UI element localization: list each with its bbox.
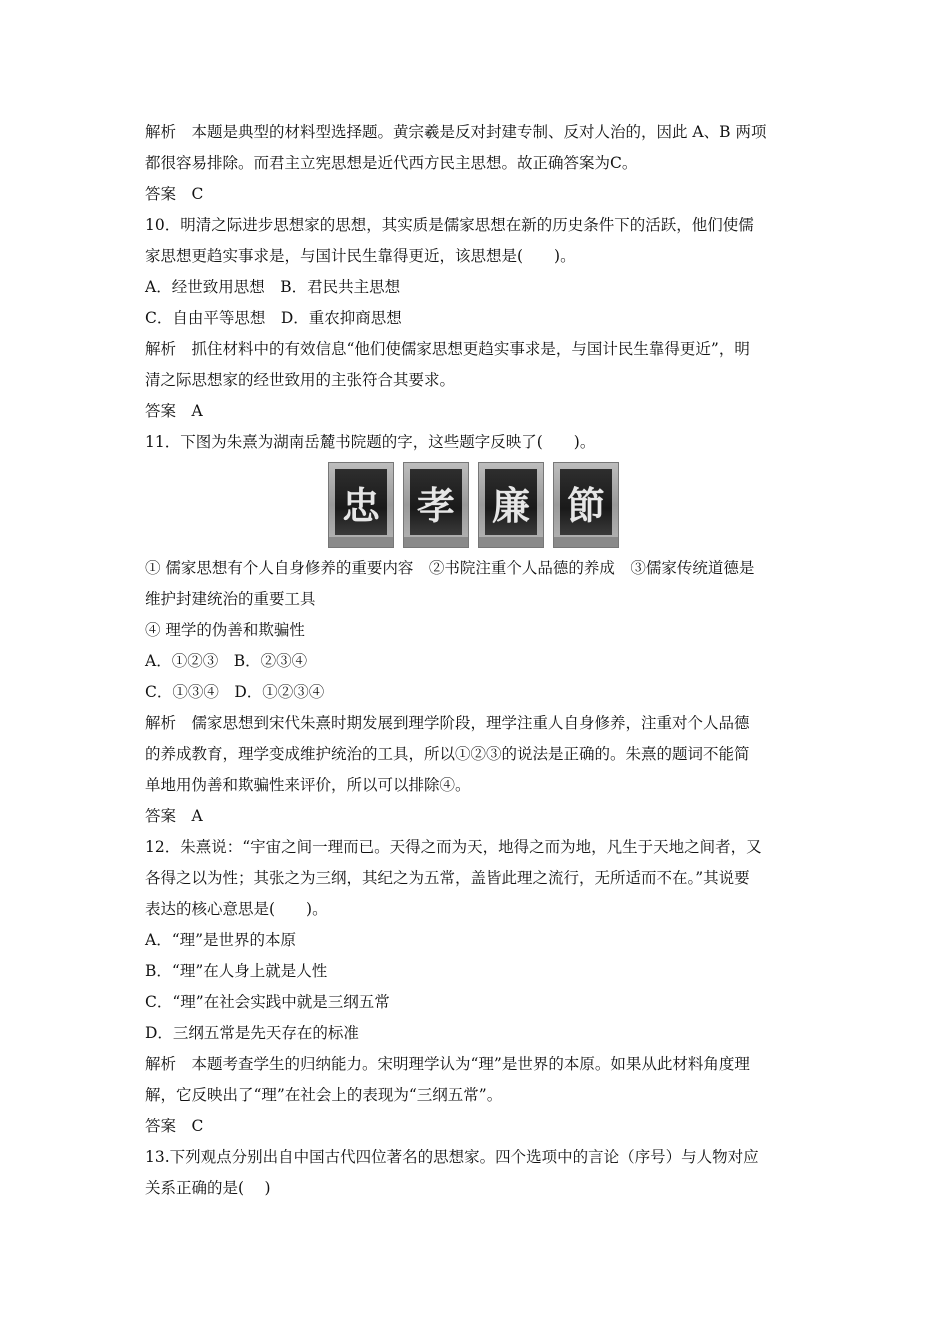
text-line: 答案 C <box>145 185 204 203</box>
tablet-xiao <box>403 462 469 548</box>
text-line: 解析 本题是典型的材料型选择题。黄宗羲是反对封建专制、反对人治的，因此 A、B 两项 <box>145 123 767 141</box>
text-line: 10．明清之际进步思想家的思想，其实质是儒家思想在新的历史条件下的活跃，他们使儒 <box>145 216 754 234</box>
text-line: 维护封建统治的重要工具 <box>145 590 316 608</box>
tablet-glyph: 忠 <box>341 482 380 528</box>
tablet-glyph: 廉 <box>491 482 530 528</box>
text-line: 答案 C <box>145 1117 204 1135</box>
zhu-xi-calligraphy-image <box>328 462 620 548</box>
text-line: 解，它反映出了“理”在社会上的表现为“三纲五常”。 <box>145 1086 503 1104</box>
text-line: A．①②③ B．②③④ <box>145 652 308 670</box>
text-line: D．三纲五常是先天存在的标准 <box>145 1024 359 1042</box>
text-line: 家思想更趋实事求是，与国计民生靠得更近，该思想是( )。 <box>145 247 576 265</box>
text-line: ④ 理学的伪善和欺骗性 <box>145 621 305 639</box>
text-line: ① 儒家思想有个人自身修养的重要内容 ②书院注重个人品德的养成 ③儒家传统道德是 <box>145 559 755 577</box>
text-line: A．“理”是世界的本原 <box>145 931 297 949</box>
text-line: 答案 A <box>145 807 203 825</box>
text-line: 13.下列观点分别出自中国古代四位著名的思想家。四个选项中的言论（序号）与人物对应 <box>145 1148 759 1166</box>
text-line: C．①③④ D．①②③④ <box>145 683 325 701</box>
text-line: C．自由平等思想 D．重农抑商思想 <box>145 309 402 327</box>
text-line: 各得之以为性；其张之为三纲，其纪之为五常，盖皆此理之流行，无所适而不在。”其说要 <box>145 869 750 887</box>
text-line: 的养成教育，理学变成维护统治的工具，所以①②③的说法是正确的。朱熹的题词不能简 <box>145 745 750 763</box>
text-line: 表达的核心意思是( )。 <box>145 900 328 918</box>
tablet-glyph: 節 <box>566 482 605 528</box>
tablet-lian <box>478 462 544 548</box>
text-line: 单地用伪善和欺骗性来评价，所以可以排除④。 <box>145 776 471 794</box>
text-line: C．“理”在社会实践中就是三纲五常 <box>145 993 390 1011</box>
text-line: A．经世致用思想 B．君民共主思想 <box>145 278 401 296</box>
text-line: B．“理”在人身上就是人性 <box>145 962 328 980</box>
text-line: 解析 抓住材料中的有效信息“他们使儒家思想更趋实事求是，与国计民生靠得更近”，明 <box>145 340 750 358</box>
text-line: 清之际思想家的经世致用的主张符合其要求。 <box>145 371 456 389</box>
tablet-jie <box>553 462 619 548</box>
tablet-zhong <box>328 462 394 548</box>
text-line: 答案 A <box>145 402 203 420</box>
text-line: 解析 儒家思想到宋代朱熹时期发展到理学阶段，理学注重人自身修养，注重对个人品德 <box>145 714 750 732</box>
text-line: 解析 本题考查学生的归纳能力。宋明理学认为“理”是世界的本原。如果从此材料角度理 <box>145 1055 750 1073</box>
text-line: 12．朱熹说：“宇宙之间一理而已。天得之而为天，地得之而为地，凡生于天地之间者，又 <box>145 838 762 856</box>
text-line: 关系正确的是( ) <box>145 1179 271 1197</box>
tablet-glyph: 孝 <box>416 482 455 528</box>
text-line: 11．下图为朱熹为湖南岳麓书院题的字，这些题字反映了( )。 <box>145 433 596 451</box>
text-line: 都很容易排除。而君主立宪思想是近代西方民主思想。故正确答案为C。 <box>145 154 638 172</box>
